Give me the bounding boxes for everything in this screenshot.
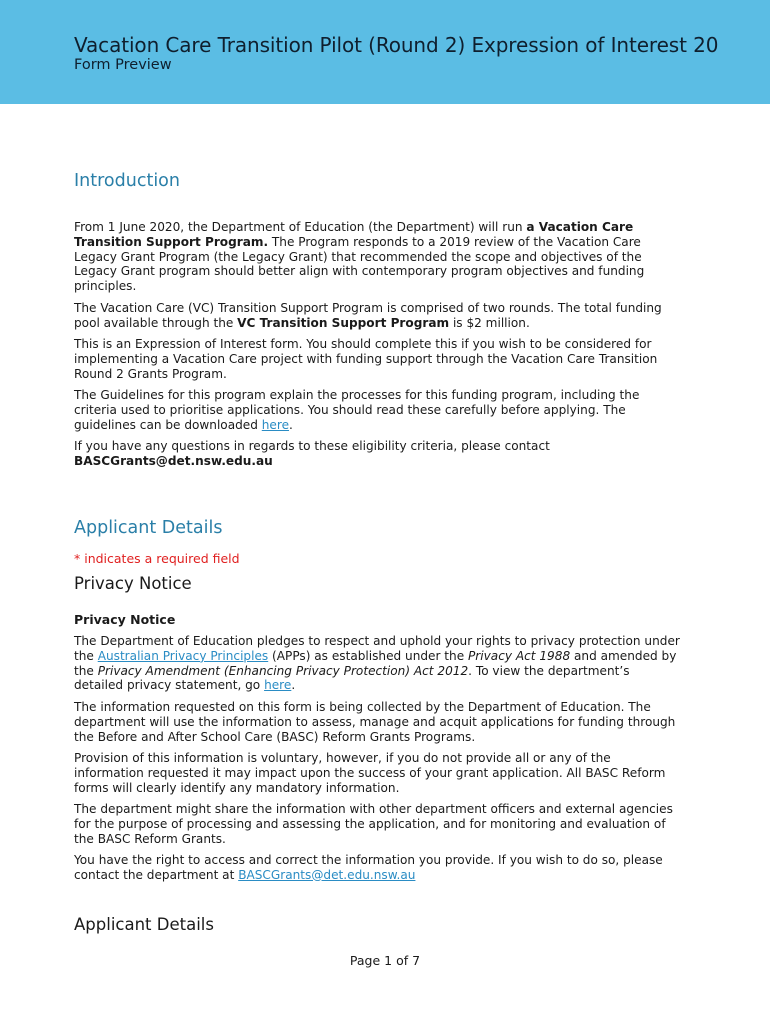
privacy-paragraph-5: You have the right to access and correct the information you provide. If you wish to do so, please contact the department at BASCGrants@det.edu.nsw.au	[74, 853, 663, 882]
intro-paragraph-3: This is an Expression of Interest form. You should complete this if you wish to be considered for implementing a Vacation Care project with funding support through the Vacation Care Transition Round 2 Grants Program.	[74, 337, 658, 381]
program-name-bold: a Vacation Care Transition Support Program.	[74, 220, 634, 249]
introduction-heading: Introduction	[74, 171, 180, 191]
intro-paragraph-4: The Guidelines for this program explain the processes for this funding program, including the criteria used to prioritise applications. You should read these carefully before applying. The guidelines can be downloaded here.	[74, 388, 640, 432]
page-number: Page 1 of 7	[349, 953, 421, 968]
basc-grants-email-link[interactable]: BASCGrants@det.edu.nsw.au	[238, 867, 416, 882]
form-title: Vacation Care Transition Pilot (Round 2) Expression of Interest 20	[74, 33, 719, 57]
page-header	[0, 0, 770, 104]
privacy-paragraph-1: The Department of Education pledges to respect and uphold your rights to privacy protection under the Australian Privacy Principles (APPs) as established under the Privacy Act 1988 and amended by the Privacy Amendment (Enhancing Privacy Protection) Act 2012. To view the department’s detailed privacy statement, go here.	[74, 634, 680, 693]
privacy-paragraph-3: Provision of this information is voluntary, however, if you do not provide all or any of the information requested it may impact upon the success of your grant application. All BASC Reform forms will clearly identify any mandatory information.	[74, 751, 666, 795]
australian-privacy-principles-link[interactable]: Australian Privacy Principles	[97, 648, 269, 663]
intro-paragraph-5: If you have any questions in regards to these eligibility criteria, please contact BASCGrants@det.nsw.edu.au	[74, 439, 550, 468]
applicant-details-subheading: Applicant Details	[74, 915, 214, 934]
privacy-paragraph-2: The information requested on this form is being collected by the Department of Education. The department will use the information to assess, manage and acquit applications for funding through the Before and After School Care (BASC) Reform Grants Programs.	[74, 700, 676, 744]
contact-email: BASCGrants@det.nsw.edu.au	[74, 453, 273, 468]
privacy-statement-link[interactable]: here	[264, 678, 292, 693]
guidelines-download-link[interactable]: here	[261, 417, 290, 432]
form-subtitle: Form Preview	[74, 57, 172, 73]
intro-paragraph-2: The Vacation Care (VC) Transition Support Program is comprised of two rounds. The total funding pool available through the VC Transition Support Program is $2 million.	[74, 301, 662, 330]
required-field-note: * indicates a required field	[74, 551, 240, 566]
applicant-details-heading: Applicant Details	[74, 518, 223, 538]
privacy-paragraph-4: The department might share the information with other department officers and external agencies for the purpose of processing and assessing the application, and for monitoring and evaluation of the BASC Reform Grants.	[74, 802, 673, 846]
privacy-notice-heading: Privacy Notice	[74, 574, 192, 593]
vc-program-bold: VC Transition Support Program	[237, 315, 450, 330]
intro-paragraph-1: From 1 June 2020, the Department of Education (the Department) will run a Vacation Care Transition Support Program. The Program responds to a 2019 review of the Vacation Care Legacy Grant Program (the Legacy Grant) that recommended the scope and objectives of the Legacy Grant program should better align with contemporary program objectives and funding principles.	[74, 220, 645, 294]
privacy-notice-label: Privacy Notice	[74, 612, 176, 627]
